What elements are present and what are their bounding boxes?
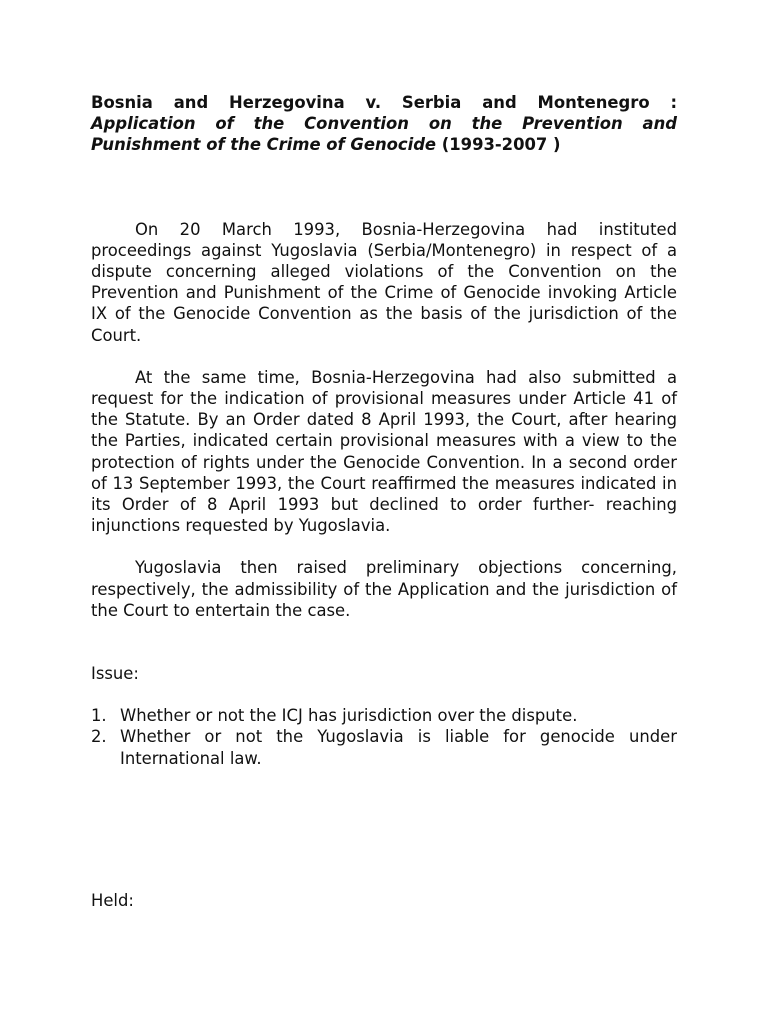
case-title-italic: Application of the Convention on the Prevention and Punishment of the Crime of Genocide: [91, 114, 677, 155]
case-title: [91, 92, 677, 156]
case-title-years: (1993-2007 ): [436, 135, 561, 155]
list-item-number: 1.: [91, 706, 107, 726]
list-item-text: Whether or not the ICJ has jurisdiction over the dispute.: [120, 706, 578, 726]
paragraph-2: At the same time, Bosnia-Herzegovina had also submitted a request for the indication of provisional measures under Article 41 of the Statute. By an Order dated 8 April 1993, the Court, after hearing the Parties, indicated certain provisional measures with a view to the protection of rights under the Genocide Convention. In a second order of 13 September 1993, the Court reaffirmed the measures indicated in its Order of 8 April 1993 but declined to order further- reaching injunctions requested by Yugoslavia.: [91, 367, 677, 536]
list-item: [91, 726, 677, 768]
paragraph-1: On 20 March 1993, Bosnia-Herzegovina had instituted proceedings against Yugoslavia (Serbia/Montenegro) in respect of a dispute concerning alleged violations of the Convention on the Prevention and Punishment of the Crime of Genocide invoking Article IX of the Genocide Convention as the basis of the jurisdiction of the Court.: [91, 219, 677, 345]
held-label: Held:: [91, 891, 134, 910]
list-item: [91, 705, 677, 726]
list-item-text: Whether or not the Yugoslavia is liable for genocide under International law.: [120, 727, 677, 768]
document-page: [91, 92, 677, 769]
issue-list: [91, 705, 677, 769]
paragraph-3: Yugoslavia then raised preliminary objections concerning, respectively, the admissibility of the Application and the jurisdiction of the Court to entertain the case.: [91, 558, 677, 620]
issue-label: Issue:: [91, 664, 139, 684]
list-item-number: 2.: [91, 727, 107, 747]
case-title-parties: Bosnia and Herzegovina v. Serbia and Montenegro :: [91, 93, 677, 112]
